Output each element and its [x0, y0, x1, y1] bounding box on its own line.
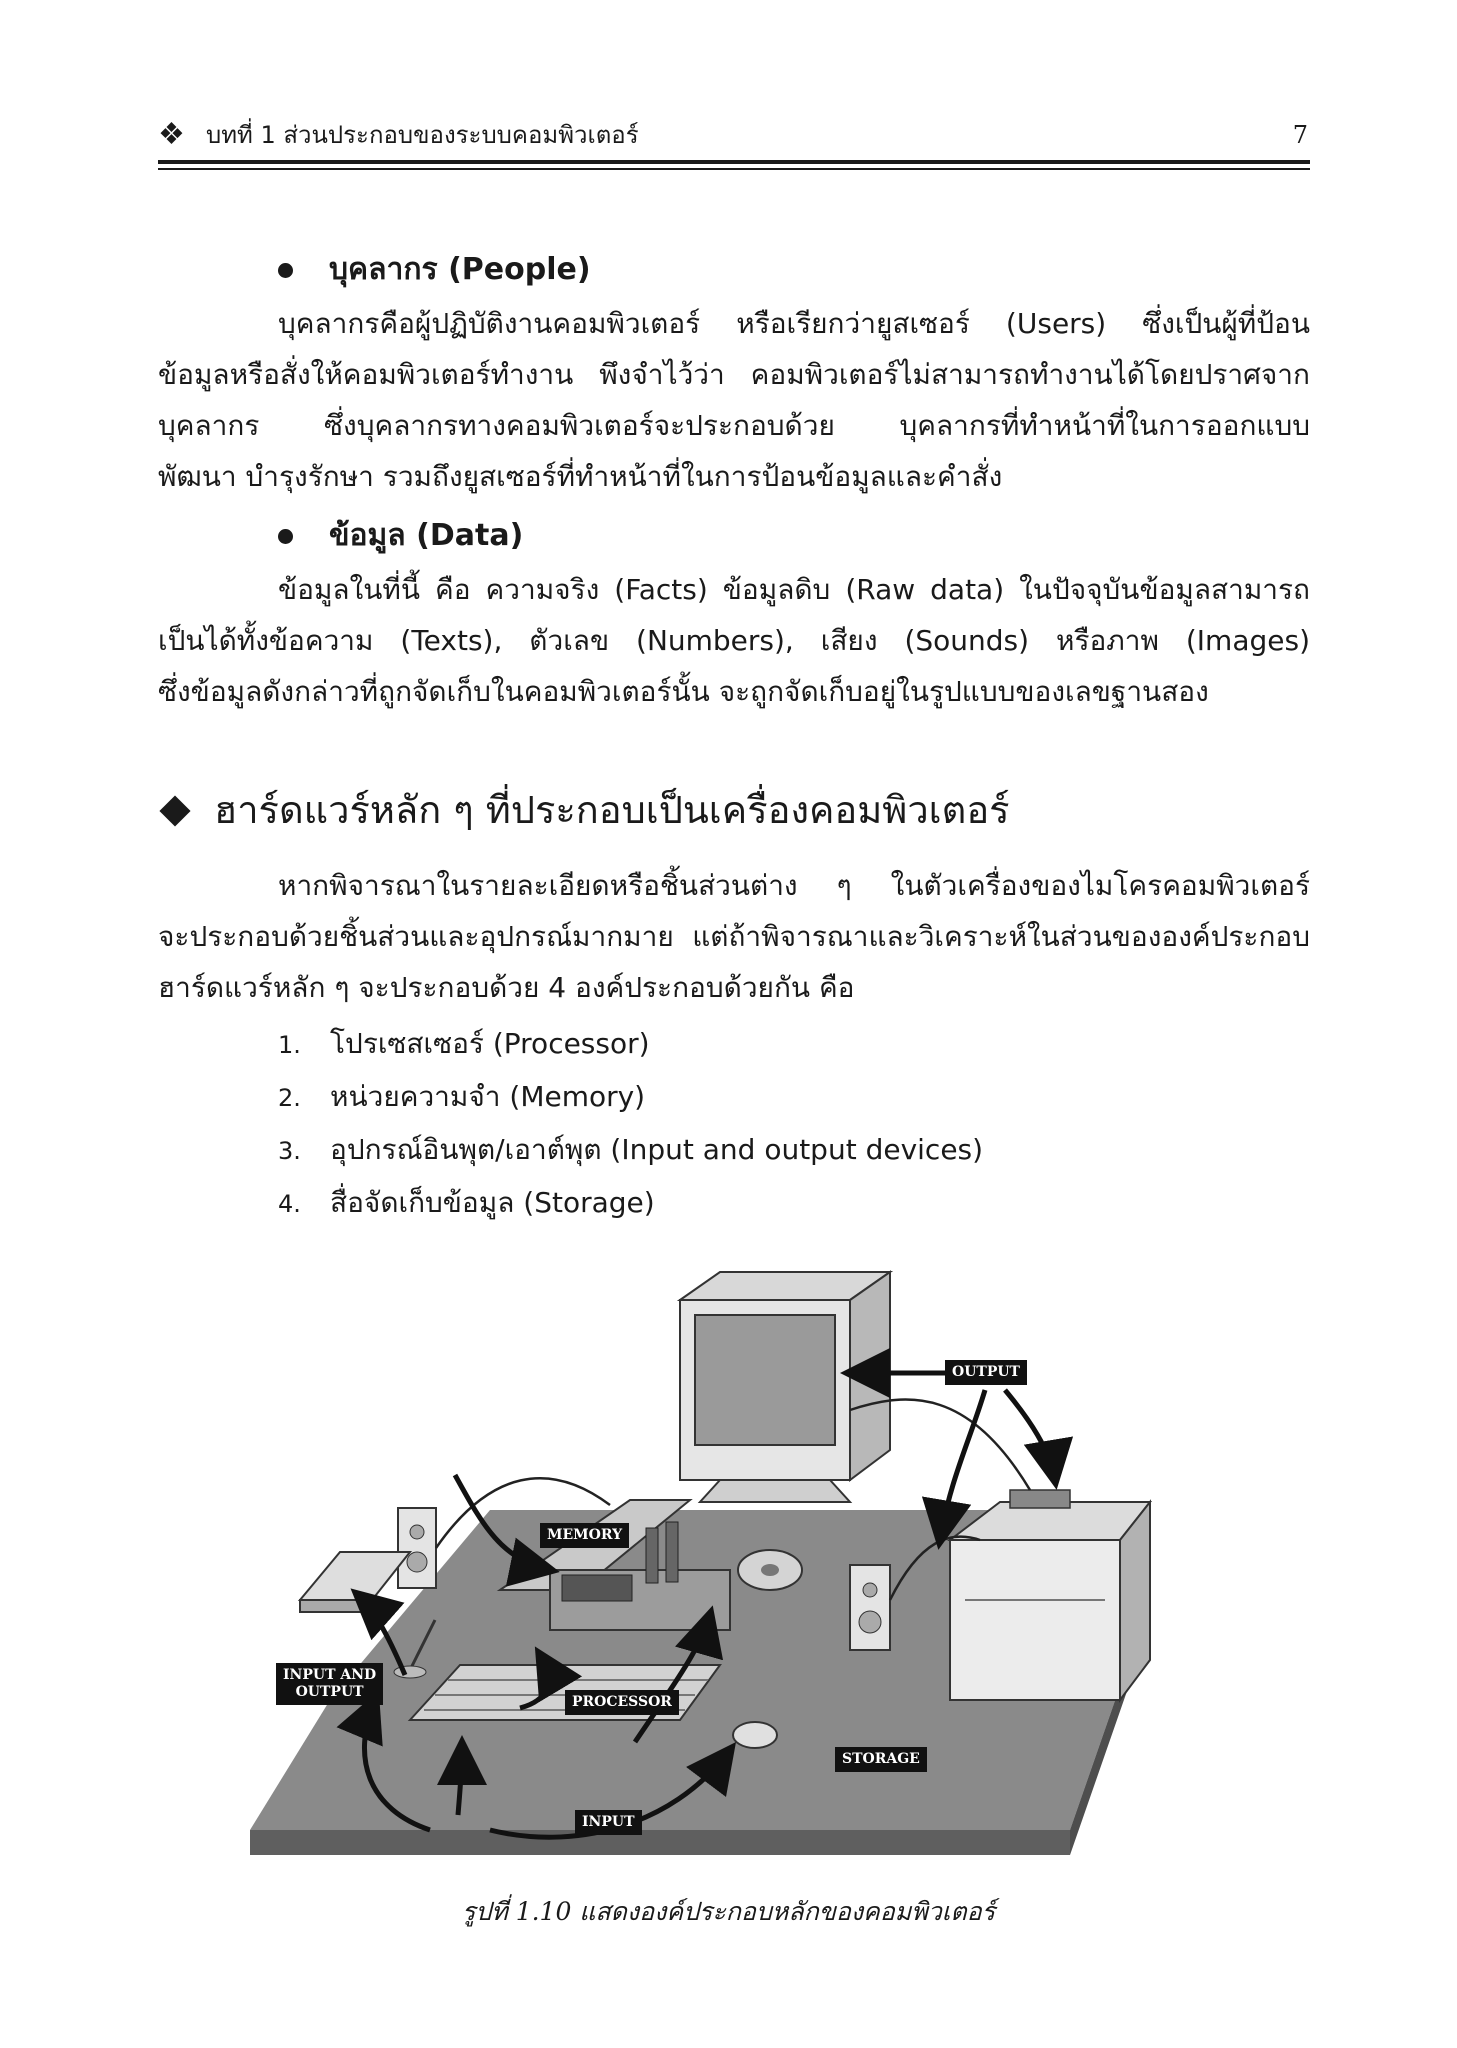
header-rule-thin	[158, 168, 1310, 170]
page-number: 7	[1292, 121, 1308, 149]
input-label: INPUT	[575, 1810, 642, 1835]
memory-label: MEMORY	[540, 1523, 629, 1548]
mouse	[733, 1722, 777, 1748]
header-rule-thick	[158, 160, 1310, 164]
bullet-icon	[278, 263, 293, 278]
output-arrow	[1005, 1390, 1055, 1480]
data-paragraph	[158, 564, 1310, 717]
text-line: บุคลากร ซึ่งบุคลากรทางคอมพิวเตอร์จะประกอบด้วย บุคลากรที่ทำหน้าที่ในการออกแบบ	[158, 409, 1310, 442]
computer-illustration	[250, 1270, 1210, 1870]
text-line: จะประกอบด้วยชิ้นส่วนและอุปกรณ์มากมาย แต่ถ้าพิจารณาและวิเคราะห์ในส่วนขององค์ประกอบ	[158, 920, 1310, 953]
list-item: 3. อุปกรณ์อินพุต/เอาต์พุต (Input and output devices)	[278, 1133, 984, 1166]
diamond-bullet-icon	[159, 795, 190, 826]
monitor	[680, 1272, 890, 1502]
text-line: เป็นได้ทั้งข้อความ (Texts), ตัวเลข (Numbers), เสียง (Sounds) หรือภาพ (Images)	[158, 624, 1310, 657]
ornament-icon: ❖	[158, 117, 185, 152]
text-line: ซึ่งข้อมูลดังกล่าวที่ถูกจัดเก็บในคอมพิวเตอร์นั้น จะถูกจัดเก็บอยู่ในรูปแบบของเลขฐานสอง	[158, 675, 1209, 708]
processor-label: PROCESSOR	[565, 1690, 679, 1715]
text-line: พัฒนา บำรุงรักษา รวมถึงยูสเซอร์ที่ทำหน้าที่ในการป้อนข้อมูลและคำสั่ง	[158, 460, 1003, 493]
desk-edge	[250, 1830, 1070, 1855]
text-line: หากพิจารณาในรายละเอียดหรือชิ้นส่วนต่าง ๆ ในตัวเครื่องของไมโครคอมพิวเตอร์	[278, 869, 1310, 902]
left-speaker	[398, 1508, 436, 1588]
list-item: 2. หน่วยความจำ (Memory)	[278, 1080, 646, 1113]
hardware-heading: ฮาร์ดแวร์หลัก ๆ ที่ประกอบเป็นเครื่องคอมพิวเตอร์	[158, 780, 1010, 840]
text-line: ข้อมูลในที่นี้ คือ ความจริง (Facts) ข้อมูลดิบ (Raw data) ในปัจจุบันข้อมูลสามารถ	[278, 573, 1310, 606]
figure-caption: รูปที่ 1.10 แสดงองค์ประกอบหลักของคอมพิวเตอร์	[461, 1897, 996, 1926]
printer	[950, 1490, 1150, 1700]
list-item: 1. โปรเซสเซอร์ (Processor)	[278, 1027, 650, 1060]
text-line: บุคลากรคือผู้ปฏิบัติงานคอมพิวเตอร์ หรือเรียกว่ายูสเซอร์ (Users) ซึ่งเป็นผู้ที่ป้อน	[278, 307, 1310, 340]
text-line: ฮาร์ดแวร์หลัก ๆ จะประกอบด้วย 4 องค์ประกอบด้วยกัน คือ	[158, 971, 855, 1004]
storage-label: STORAGE	[835, 1747, 927, 1772]
bullet-icon	[278, 529, 293, 544]
hardware-paragraph	[158, 860, 1310, 1013]
data-heading: ข้อมูล (Data)	[278, 516, 523, 556]
hardware-list	[278, 1018, 983, 1230]
input-and-output-label: INPUT AND OUTPUT	[276, 1663, 383, 1705]
text-line: ข้อมูลหรือสั่งให้คอมพิวเตอร์ทำงาน พึงจำไว้ว่า คอมพิวเตอร์ไม่สามารถทำงานได้โดยปราศจาก	[158, 358, 1310, 391]
right-speaker	[850, 1565, 890, 1650]
scanner	[300, 1552, 410, 1612]
output-label: OUTPUT	[945, 1360, 1027, 1385]
list-item: 4. สื่อจัดเก็บข้อมูล (Storage)	[278, 1186, 655, 1219]
chapter-title: บทที่ 1 ส่วนประกอบของระบบคอมพิวเตอร์	[206, 121, 639, 149]
people-heading: บุคลากร (People)	[278, 250, 591, 290]
running-header	[158, 118, 1308, 152]
people-paragraph	[158, 298, 1310, 502]
computer-components-figure	[250, 1270, 1210, 1870]
